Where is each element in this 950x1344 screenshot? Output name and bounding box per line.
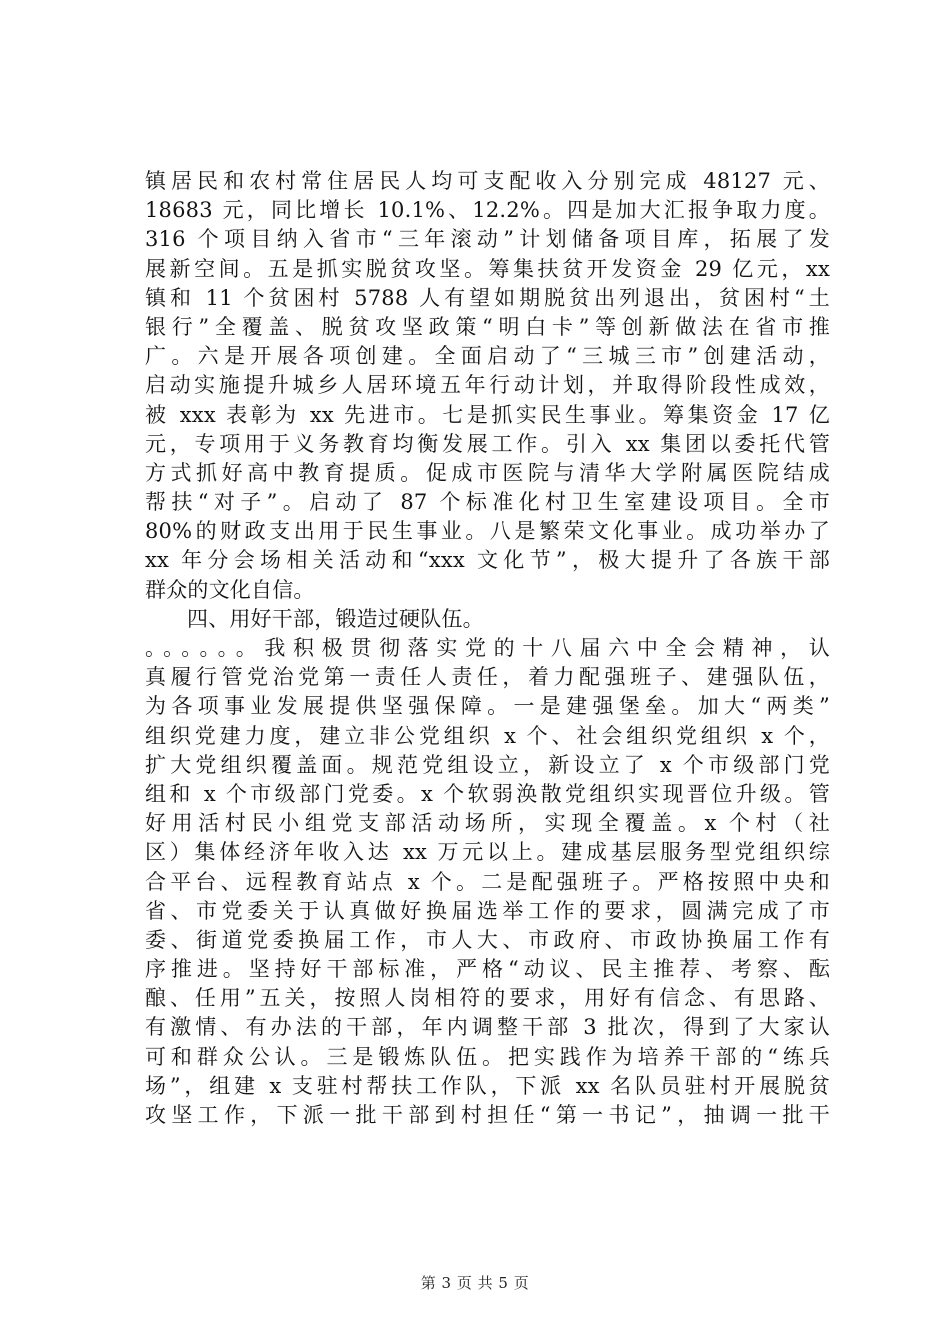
text-line: 真履行管党治党第一责任人责任，着力配强班子、建强队伍， — [145, 665, 830, 690]
text-line: 场”，组建 x 支驻村帮扶工作队，下派 xx 名队员驻村开展脱贫 — [145, 1073, 830, 1098]
text-line: 为各项事业发展提供坚强保障。一是建强堡垒。加大“两类” — [145, 694, 830, 719]
text-line: 方式抓好高中教育提质。促成市医院与清华大学附属医院结成 — [145, 460, 830, 485]
text-line: 有激情、有办法的干部，年内调整干部 3 批次，得到了大家认 — [145, 1015, 830, 1040]
document-body — [145, 167, 830, 1130]
text-line: 委、街道党委换届工作，市人大、市政府、市政协换届工作有 — [145, 927, 830, 952]
text-line: 酿、任用”五关，按照人岗相符的要求，用好有信念、有思路、 — [145, 986, 830, 1011]
text-line: 80%的财政支出用于民生事业。八是繁荣文化事业。成功举办了 — [145, 519, 830, 544]
text-line: 316 个项目纳入省市“三年滚动”计划储备项目库，拓展了发 — [145, 227, 830, 252]
text-line: 镇和 11 个贫困村 5788 人有望如期脱贫出列退出，贫困村“土 — [145, 285, 830, 310]
text-line: 18683 元，同比增长 10.1%、12.2%。四是加大汇报争取力度。 — [145, 198, 830, 223]
text-line: 展新空间。五是抓实脱贫攻坚。筹集扶贫开发资金 29 亿元，xx — [145, 256, 830, 281]
paragraph-economy — [145, 167, 830, 605]
text-line: 好用活村民小组党支部活动场所，实现全覆盖。x 个村（社 — [145, 811, 830, 836]
section-heading-cadres: 四、用好干部，锻造过硬队伍。 — [187, 606, 484, 631]
text-line: 可和群众公认。三是锻炼队伍。把实践作为培养干部的“练兵 — [145, 1044, 830, 1069]
text-line: 群众的文化自信。 — [145, 577, 315, 602]
text-line: 区）集体经济年收入达 xx 万元以上。建成基层服务型党组织综 — [145, 840, 830, 865]
text-line: 扩大党组织覆盖面。规范党组设立，新设立了 x 个市级部门党 — [145, 752, 830, 777]
text-line: 序推进。坚持好干部标准，严格“动议、民主推荐、考察、酝 — [145, 957, 830, 982]
text-line: 。。。。。。我积极贯彻落实党的十八届六中全会精神，认 — [145, 636, 830, 660]
text-line: 省、市党委关于认真做好换届选举工作的要求，圆满完成了市 — [145, 898, 830, 923]
text-line: xx 年分会场相关活动和“xxx 文化节”，极大提升了各族干部 — [145, 548, 830, 573]
text-line: 组和 x 个市级部门党委。x 个软弱涣散党组织实现晋位升级。管 — [145, 781, 830, 806]
text-line: 银行”全覆盖、脱贫攻坚政策“明白卡”等创新做法在省市推 — [145, 314, 830, 339]
text-line: 元，专项用于义务教育均衡发展工作。引入 xx 集团以委托代管 — [145, 431, 830, 456]
paragraph-cadres — [145, 634, 830, 1130]
text-line: 攻坚工作，下派一批干部到村担任“第一书记”，抽调一批干 — [145, 1103, 830, 1127]
text-line: 组织党建力度，建立非公党组织 x 个、社会组织党组织 x 个， — [145, 723, 830, 748]
text-line: 广。六是开展各项创建。全面启动了“三城三市”创建活动， — [145, 344, 830, 369]
text-line: 镇居民和农村常住居民人均可支配收入分别完成 48127 元、 — [145, 169, 830, 193]
text-line: 启动实施提升城乡人居环境五年行动计划，并取得阶段性成效， — [145, 373, 830, 398]
page-footer: 第 3 页 共 5 页 — [420, 1274, 530, 1292]
text-line: 合平台、远程教育站点 x 个。二是配强班子。严格按照中央和 — [145, 869, 830, 894]
text-line: 帮扶“对子”。启动了 87 个标准化村卫生室建设项目。全市 — [145, 490, 830, 515]
text-line: 被 xxx 表彰为 xx 先进市。七是抓实民生事业。筹集资金 17 亿 — [145, 402, 830, 427]
